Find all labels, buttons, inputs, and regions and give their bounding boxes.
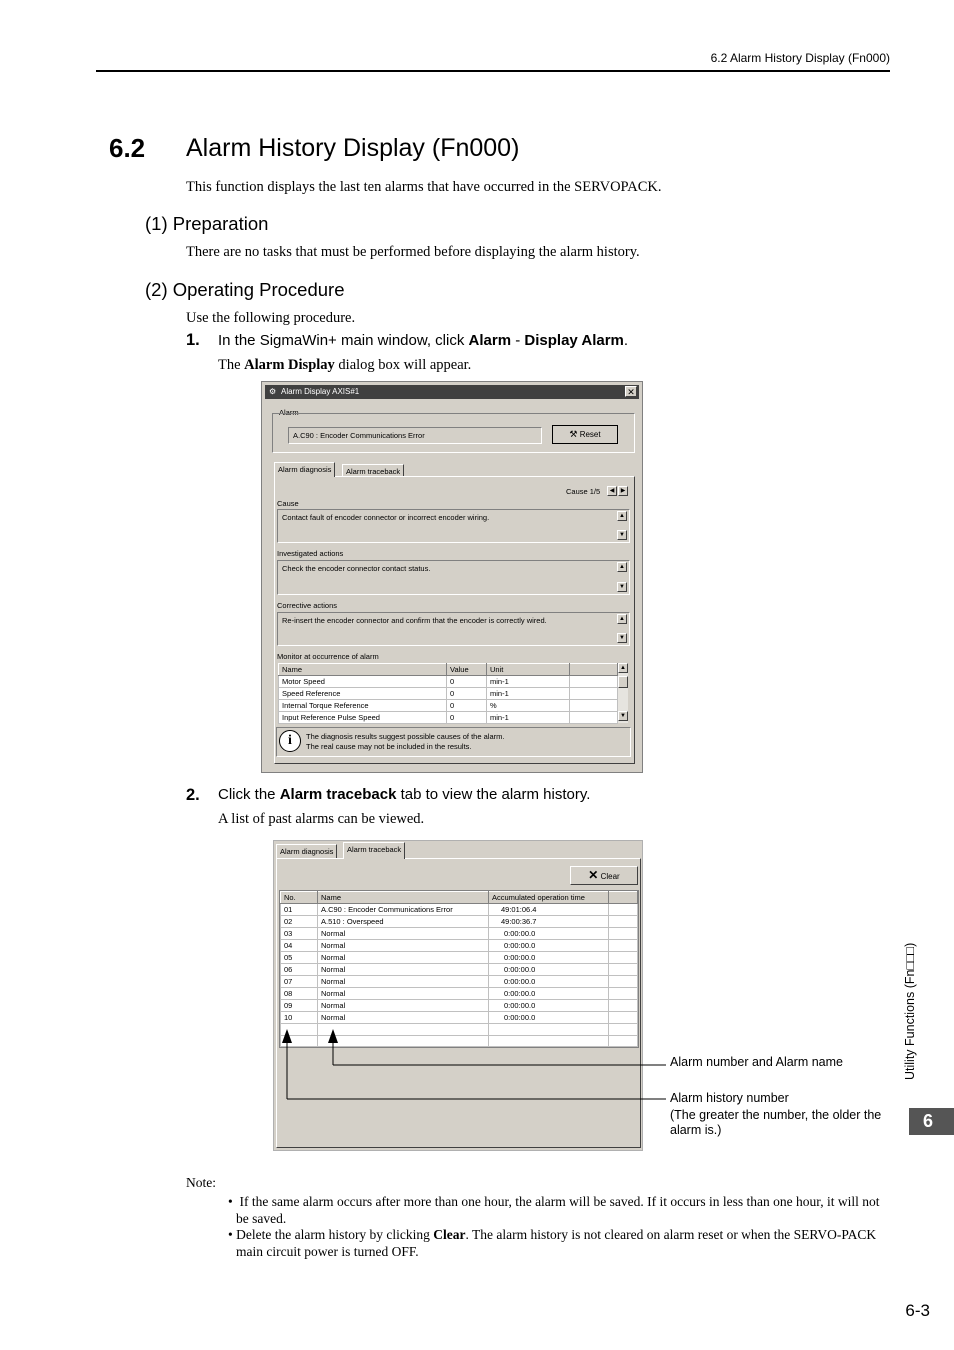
- close-button[interactable]: ✕: [625, 386, 637, 397]
- table-row[interactable]: [279, 700, 618, 712]
- alarm-display-dialog: [261, 381, 643, 773]
- cause-scroll-down[interactable]: ▼: [617, 530, 627, 540]
- table-row[interactable]: [279, 712, 618, 724]
- cell: 06: [281, 964, 318, 976]
- cell: [609, 904, 638, 916]
- monitor-label: Monitor at occurrence of alarm: [277, 652, 379, 661]
- table-header-row: [279, 664, 618, 676]
- note-bullet-1: • If the same alarm occurs after more than one hour, the alarm will be saved. If it occurs in less than one hour, it will not be saved.: [228, 1194, 880, 1226]
- app-icon: ⚙: [269, 387, 277, 396]
- cause-next-button[interactable]: ▶: [618, 486, 628, 496]
- cell: Normal: [318, 928, 489, 940]
- clear-x-icon: ✕: [588, 868, 599, 882]
- investigated-scroll-up[interactable]: ▲: [617, 562, 627, 572]
- cell: min-1: [487, 688, 570, 700]
- cell: min-1: [487, 676, 570, 688]
- cell: 49:00:36.7: [489, 916, 609, 928]
- table-row[interactable]: [279, 688, 618, 700]
- column-header[interactable]: Accumulated operation time: [489, 892, 609, 904]
- cell: [609, 952, 638, 964]
- cell: 08: [281, 988, 318, 1000]
- cell: [609, 1000, 638, 1012]
- cell: Internal Torque Reference: [279, 700, 447, 712]
- table-row[interactable]: [281, 940, 638, 952]
- cell: 04: [281, 940, 318, 952]
- cell: 0:00:00.0: [489, 940, 609, 952]
- investigated-label: Investigated actions: [277, 549, 344, 558]
- arrow-head-name: [328, 1029, 338, 1043]
- alarm-value-field: A.C90 : Encoder Communications Error: [288, 427, 542, 444]
- tab-alarm-traceback[interactable]: Alarm traceback: [342, 464, 404, 477]
- section-intro: This function displays the last ten alarms that have occurred in the SERVOPACK.: [186, 179, 662, 195]
- column-header[interactable]: Unit: [487, 664, 570, 676]
- cell: [570, 676, 618, 688]
- info-line-2: The real cause may not be included in the results.: [306, 742, 472, 751]
- cell: Normal: [318, 1012, 489, 1024]
- dialog-title: Alarm Display AXIS#1: [281, 387, 360, 396]
- cell: 0: [447, 700, 487, 712]
- investigated-scroll-down[interactable]: ▼: [617, 582, 627, 592]
- cell: 0: [447, 676, 487, 688]
- chapter-side-label: Utility Functions (Fn□□□): [903, 942, 917, 1080]
- table-row[interactable]: [281, 904, 638, 916]
- cell: [570, 712, 618, 724]
- preparation-heading: (1) Preparation: [145, 213, 269, 234]
- cell: [570, 688, 618, 700]
- cell: Speed Reference: [279, 688, 447, 700]
- cell: Normal: [318, 988, 489, 1000]
- cell: Input Reference Pulse Speed: [279, 712, 447, 724]
- cell: Normal: [318, 940, 489, 952]
- page-number: 6-3: [905, 1301, 930, 1320]
- cell: [609, 928, 638, 940]
- table-row[interactable]: [281, 976, 638, 988]
- callout-alarm-name: Alarm number and Alarm name: [670, 1055, 843, 1069]
- cell: A.510 : Overspeed: [318, 916, 489, 928]
- arrow-head-history: [282, 1029, 292, 1043]
- table-header-row: [281, 892, 638, 904]
- cell: 0:00:00.0: [489, 964, 609, 976]
- corrective-scroll-down[interactable]: ▼: [617, 633, 627, 643]
- cell: Motor Speed: [279, 676, 447, 688]
- corrective-text: Re-insert the encoder connector and confirm that the encoder is correctly wired.: [277, 612, 630, 646]
- section-number: 6.2: [109, 133, 146, 163]
- cause-text: Contact fault of encoder connector or incorrect encoder wiring.: [277, 509, 630, 543]
- tab-alarm-traceback[interactable]: Alarm traceback: [343, 842, 405, 859]
- cell: [609, 916, 638, 928]
- preparation-text: There are no tasks that must be performed before displaying the alarm history.: [186, 244, 640, 260]
- table-row[interactable]: [281, 964, 638, 976]
- corrective-scroll-up[interactable]: ▲: [617, 614, 627, 624]
- dialog-title-bar: [265, 385, 639, 399]
- cell: min-1: [487, 712, 570, 724]
- step1-result: The Alarm Display dialog box will appear.: [218, 357, 472, 373]
- cell: [609, 976, 638, 988]
- step2-result: A list of past alarms can be viewed.: [218, 811, 425, 827]
- cell: 01: [281, 904, 318, 916]
- info-line-1: The diagnosis results suggest possible causes of the alarm.: [306, 732, 505, 741]
- cell: 0:00:00.0: [489, 1012, 609, 1024]
- cell: Normal: [318, 976, 489, 988]
- cell: Normal: [318, 1000, 489, 1012]
- cause-prev-button[interactable]: ◀: [607, 486, 617, 496]
- cell: 0:00:00.0: [489, 928, 609, 940]
- callout-history-number: Alarm history number: [670, 1091, 789, 1105]
- cell: Normal: [318, 964, 489, 976]
- cell: [609, 964, 638, 976]
- reset-button[interactable]: ⚒ Reset: [552, 425, 618, 444]
- column-header[interactable]: Name: [318, 892, 489, 904]
- table-row[interactable]: [281, 988, 638, 1000]
- corrective-label: Corrective actions: [277, 601, 338, 610]
- cell: 05: [281, 952, 318, 964]
- running-header: 6.2 Alarm History Display (Fn000): [710, 51, 890, 65]
- monitor-scroll-up[interactable]: ▲: [618, 663, 628, 673]
- cell: 09: [281, 1000, 318, 1012]
- cause-label: Cause: [277, 499, 299, 508]
- cell: [609, 940, 638, 952]
- table-row[interactable]: [281, 916, 638, 928]
- cell: 0:00:00.0: [489, 1000, 609, 1012]
- monitor-table: [278, 663, 618, 724]
- cause-scroll-up[interactable]: ▲: [617, 511, 627, 521]
- procedure-heading: (2) Operating Procedure: [145, 279, 345, 300]
- note-bullet-2: • Delete the alarm history by clicking Clear. The alarm history is not cleared on alarm reset or when the SERVO-PACK main circuit power is turned OFF.: [228, 1227, 877, 1259]
- cell: 03: [281, 928, 318, 940]
- note-label: Note:: [186, 1175, 216, 1190]
- alarm-group-label: Alarm: [279, 408, 299, 417]
- callout-history-note-2: alarm is.): [670, 1123, 722, 1137]
- cell: 02: [281, 916, 318, 928]
- column-header[interactable]: Value: [447, 664, 487, 676]
- cell: 0: [447, 688, 487, 700]
- cell: %: [487, 700, 570, 712]
- table-row[interactable]: [281, 1000, 638, 1012]
- callout-arrows: [270, 1020, 670, 1105]
- monitor-scroll-down[interactable]: ▼: [618, 711, 628, 721]
- cell: [609, 988, 638, 1000]
- tab-alarm-diagnosis[interactable]: Alarm diagnosis: [274, 462, 335, 477]
- step1-text: In the SigmaWin+ main window, click Alarm - Display Alarm.: [218, 332, 629, 349]
- column-header[interactable]: No.: [281, 892, 318, 904]
- table-row[interactable]: [281, 928, 638, 940]
- cell: 0: [447, 712, 487, 724]
- cell: A.C90 : Encoder Communications Error: [318, 904, 489, 916]
- cell: 0:00:00.0: [489, 952, 609, 964]
- callout-history-note-1: (The greater the number, the older the: [670, 1108, 882, 1122]
- step1-number: 1.: [186, 331, 200, 349]
- header-rule: [96, 70, 890, 72]
- step2-text: Click the Alarm traceback tab to view the alarm history.: [218, 786, 591, 803]
- info-icon: i: [279, 730, 301, 752]
- table-row[interactable]: [281, 952, 638, 964]
- column-header[interactable]: Name: [279, 664, 447, 676]
- cell: Normal: [318, 952, 489, 964]
- monitor-scroll-thumb[interactable]: [618, 676, 628, 688]
- column-header[interactable]: [609, 892, 638, 904]
- column-header[interactable]: [570, 664, 618, 676]
- table-row[interactable]: [279, 676, 618, 688]
- tab-alarm-diagnosis[interactable]: Alarm diagnosis: [276, 844, 337, 858]
- cell: 49:01:06.4: [489, 904, 609, 916]
- step2-number: 2.: [186, 786, 200, 804]
- reset-icon: ⚒: [569, 429, 578, 439]
- cell: 0:00:00.0: [489, 976, 609, 988]
- section-title: Alarm History Display (Fn000): [186, 134, 520, 162]
- procedure-intro: Use the following procedure.: [186, 310, 356, 326]
- clear-button[interactable]: ✕ Clear: [570, 866, 638, 885]
- cell: 0:00:00.0: [489, 988, 609, 1000]
- investigated-text: Check the encoder connector contact status.: [277, 560, 630, 595]
- cell: [570, 700, 618, 712]
- chapter-tab: 6: [909, 1108, 954, 1135]
- cell: 07: [281, 976, 318, 988]
- cell: 10: [281, 1012, 318, 1024]
- cause-counter: Cause 1/5: [566, 487, 601, 496]
